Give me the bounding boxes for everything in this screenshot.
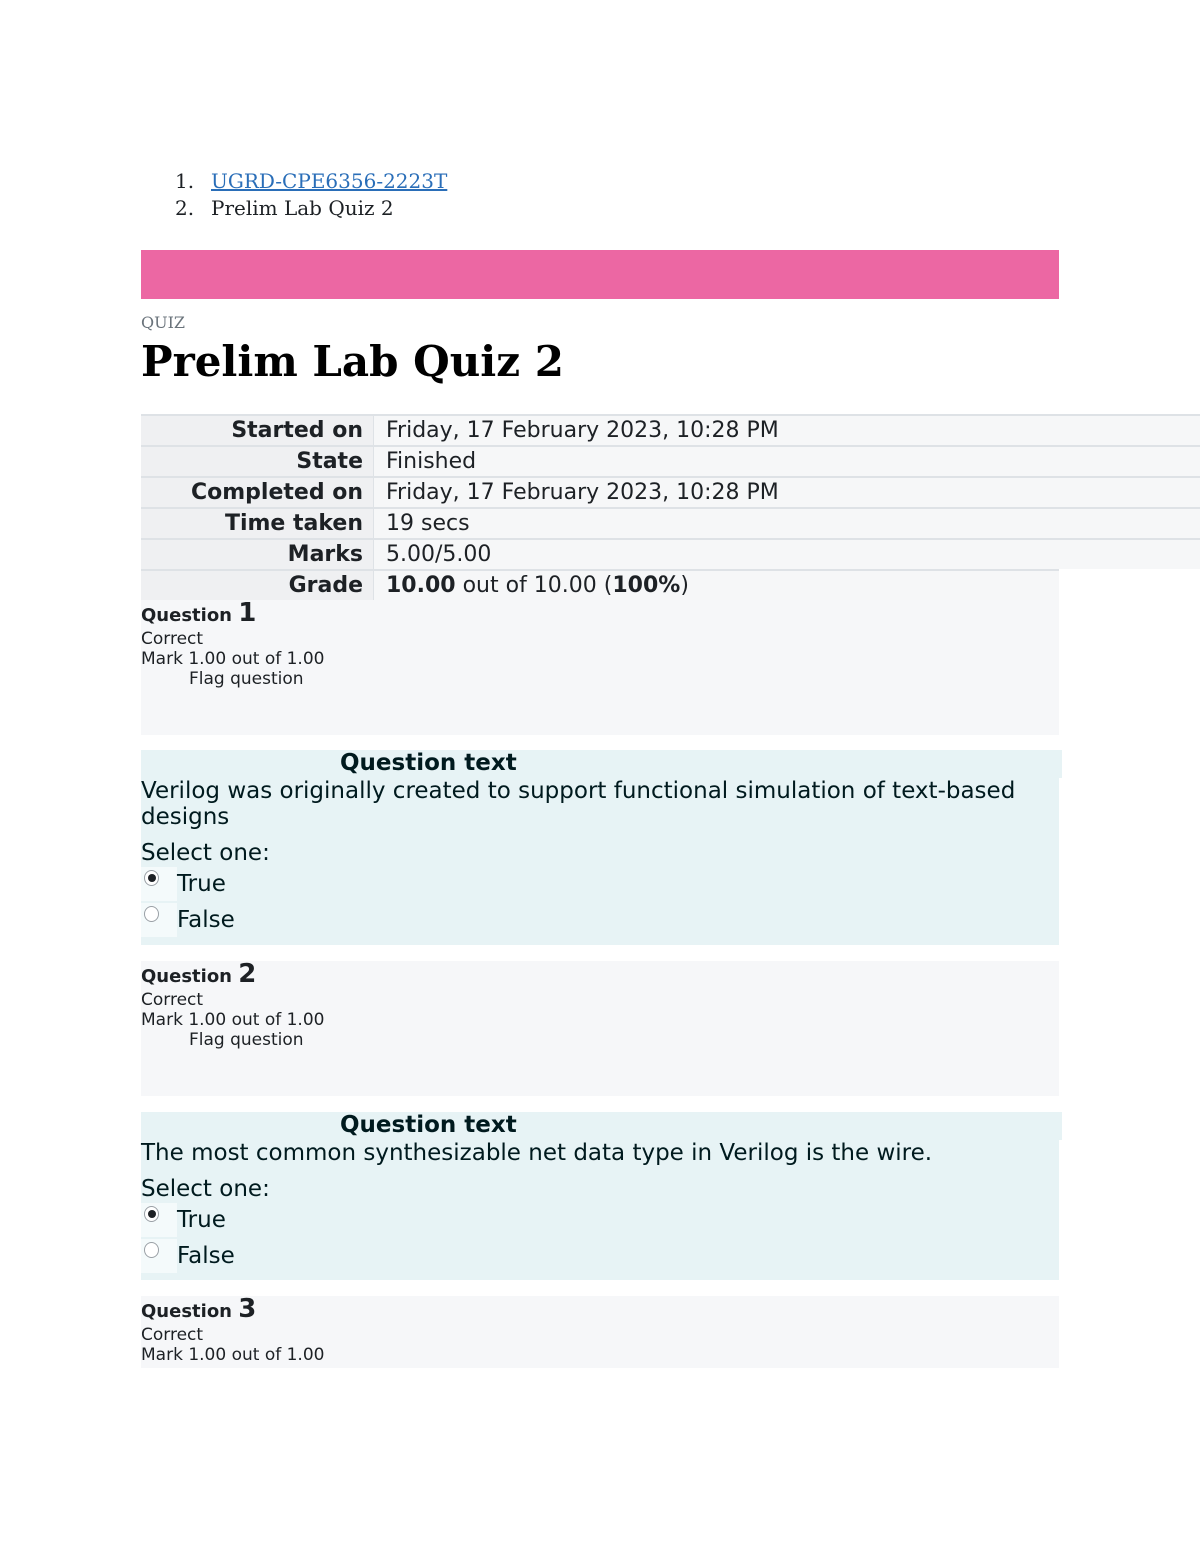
summary-label: Grade bbox=[141, 571, 373, 600]
answer-label: True bbox=[177, 1207, 226, 1233]
summary-label: Started on bbox=[141, 416, 373, 445]
breadcrumb bbox=[175, 168, 447, 222]
radio-button[interactable] bbox=[144, 1242, 159, 1258]
answer-option-true[interactable] bbox=[141, 1202, 1059, 1238]
question-heading bbox=[141, 961, 1059, 990]
question-number: 1 bbox=[238, 598, 257, 628]
question-heading bbox=[141, 600, 1059, 629]
question-info bbox=[141, 600, 1059, 735]
answer-option-false[interactable] bbox=[141, 902, 1059, 938]
attempt-summary-table bbox=[141, 414, 1200, 603]
question-text: Verilog was originally created to support functional simulation of text-based designs bbox=[141, 778, 1016, 830]
answer-label: False bbox=[177, 1243, 235, 1269]
grade-score: 10.00 bbox=[386, 573, 456, 598]
summary-value: Friday, 17 February 2023, 10:28 PM bbox=[374, 416, 1200, 445]
summary-value-grade bbox=[374, 571, 1059, 600]
question-info bbox=[141, 1296, 1059, 1368]
breadcrumb-current: Prelim Lab Quiz 2 bbox=[211, 196, 394, 220]
select-one-prompt: Select one: bbox=[141, 840, 270, 866]
grade-close: ) bbox=[680, 573, 689, 598]
summary-row-started bbox=[141, 414, 1200, 445]
breadcrumb-course-link[interactable]: UGRD-CPE6356-2223T bbox=[211, 169, 448, 193]
summary-row-marks bbox=[141, 538, 1200, 569]
question-text-heading: Question text bbox=[340, 750, 517, 776]
question-number: 3 bbox=[238, 1294, 257, 1324]
question-text-heading: Question text bbox=[340, 1112, 517, 1138]
summary-value: 5.00/5.00 bbox=[374, 540, 1200, 569]
summary-value: 19 secs bbox=[374, 509, 1200, 538]
breadcrumb-number: 2. bbox=[175, 196, 195, 220]
grade-out-of: out of 10.00 ( bbox=[455, 573, 613, 598]
radio-button[interactable] bbox=[144, 906, 159, 922]
summary-row-time-taken bbox=[141, 507, 1200, 538]
activity-type-label: QUIZ bbox=[141, 313, 186, 332]
summary-value: Friday, 17 February 2023, 10:28 PM bbox=[374, 478, 1200, 507]
page-title: Prelim Lab Quiz 2 bbox=[141, 337, 564, 386]
question-text: The most common synthesizable net data type in Verilog is the wire. bbox=[141, 1140, 933, 1166]
summary-label: Time taken bbox=[141, 509, 373, 538]
question-label: Question bbox=[141, 605, 232, 626]
question-status: Correct bbox=[141, 990, 204, 1010]
breadcrumb-number: 1. bbox=[175, 169, 195, 193]
summary-label: Marks bbox=[141, 540, 373, 569]
breadcrumb-item bbox=[175, 168, 447, 195]
question-info bbox=[141, 961, 1059, 1096]
question-content bbox=[141, 750, 1059, 945]
question-mark: Mark 1.00 out of 1.00 bbox=[141, 1010, 325, 1030]
question-content bbox=[141, 1112, 1059, 1280]
question-status: Correct bbox=[141, 629, 204, 649]
summary-label: State bbox=[141, 447, 373, 476]
question-mark: Mark 1.00 out of 1.00 bbox=[141, 1345, 325, 1365]
question-label: Question bbox=[141, 1301, 232, 1322]
flag-question-link[interactable]: Flag question bbox=[189, 669, 304, 689]
breadcrumb-item bbox=[175, 195, 447, 222]
radio-button-selected[interactable] bbox=[144, 1206, 159, 1222]
radio-button-selected[interactable] bbox=[144, 870, 159, 886]
summary-row-state bbox=[141, 445, 1200, 476]
question-label: Question bbox=[141, 966, 232, 987]
summary-row-completed bbox=[141, 476, 1200, 507]
grade-percent: 100% bbox=[612, 573, 681, 598]
answer-option-true[interactable] bbox=[141, 866, 1059, 902]
header-banner bbox=[141, 250, 1059, 299]
answer-option-false[interactable] bbox=[141, 1238, 1059, 1274]
question-number: 2 bbox=[238, 959, 257, 989]
answer-label: False bbox=[177, 907, 235, 933]
summary-label: Completed on bbox=[141, 478, 373, 507]
question-mark: Mark 1.00 out of 1.00 bbox=[141, 649, 325, 669]
flag-question-link[interactable]: Flag question bbox=[189, 1030, 304, 1050]
question-heading bbox=[141, 1296, 1059, 1325]
select-one-prompt: Select one: bbox=[141, 1176, 270, 1202]
question-status: Correct bbox=[141, 1325, 204, 1345]
summary-row-grade bbox=[141, 569, 1059, 603]
answer-label: True bbox=[177, 871, 226, 897]
summary-value: Finished bbox=[374, 447, 1200, 476]
